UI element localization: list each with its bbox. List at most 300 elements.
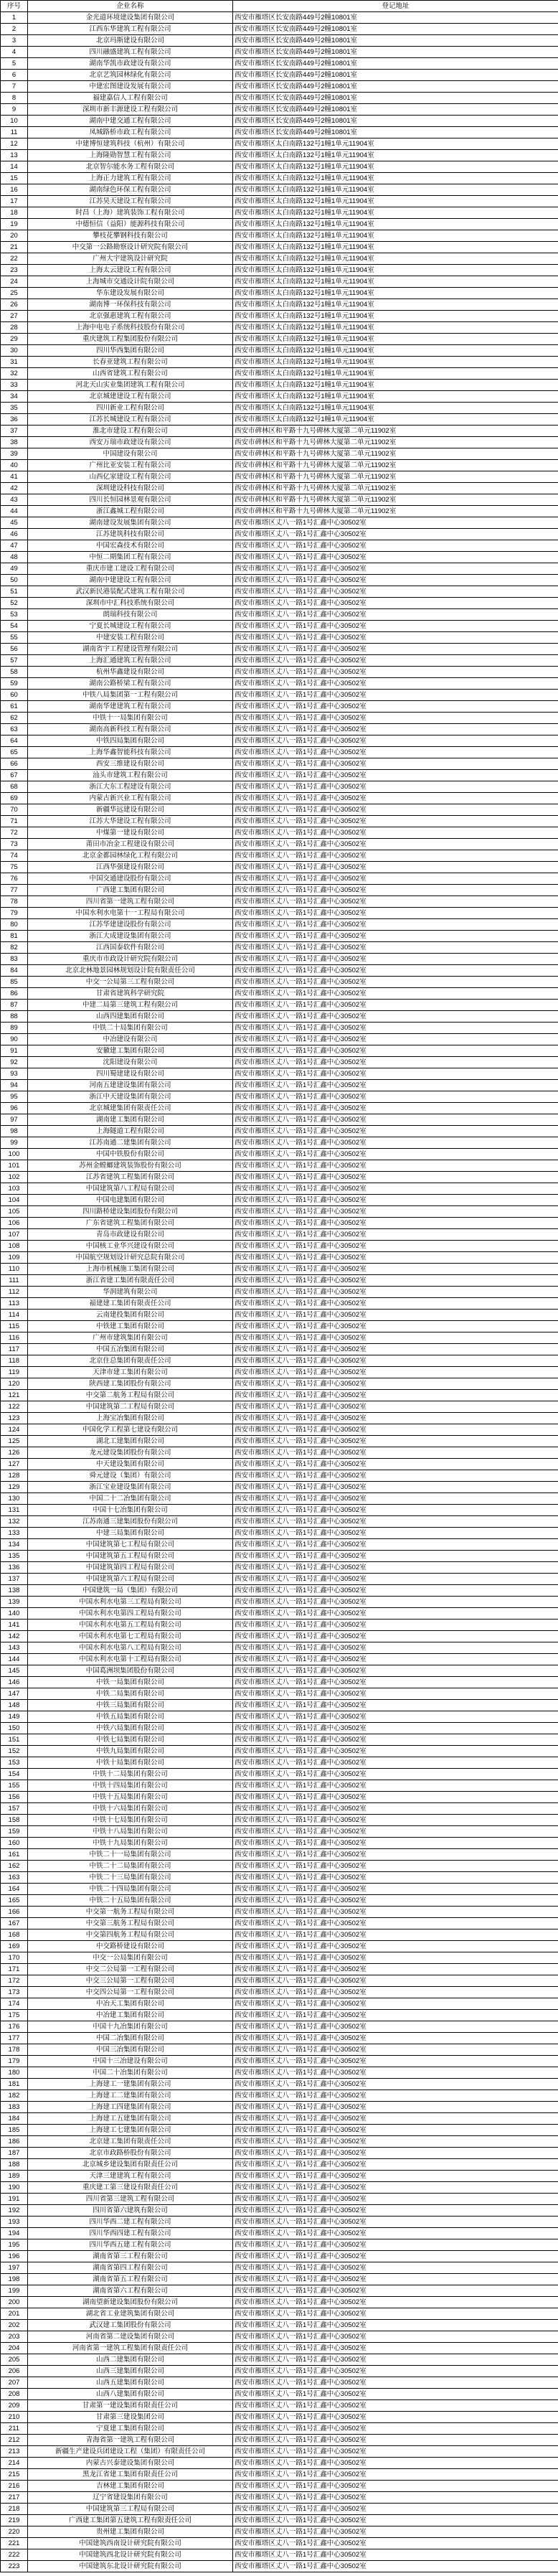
registered-address: 西安市雁塔区丈八一路1号汇鑫中心30502室: [233, 2504, 558, 2515]
registered-address: 西安市雁塔区丈八一路1号汇鑫中心30502室: [233, 1803, 558, 1815]
table-row: [1, 781, 558, 793]
table-row: [1, 173, 558, 184]
table-row: [1, 1436, 558, 1447]
table-row: [1, 1378, 558, 1390]
row-index: 41: [1, 471, 28, 483]
row-index: 201: [1, 2308, 28, 2320]
table-row: [1, 1861, 558, 1872]
company-name: 四川华西五建工程有限公司: [28, 2239, 233, 2251]
table-row: [1, 747, 558, 758]
registered-address: 西安市雁塔区丈八一路1号汇鑫中心30502室: [233, 1045, 558, 1057]
registered-address: 西安市雁塔区太白南路132号1幢1单元11904室: [233, 184, 558, 196]
registered-address: 西安市雁塔区长安南路449号2幢10801室: [233, 35, 558, 47]
table-row: [1, 1355, 558, 1367]
company-name: 莆田市冶金工程建设有限公司: [28, 839, 233, 850]
company-name: 北京智尔能水务工程有限公司: [28, 161, 233, 173]
row-index: 20: [1, 230, 28, 242]
table-row: [1, 827, 558, 839]
table-row: [1, 1838, 558, 1849]
row-index: 187: [1, 2148, 28, 2159]
company-name: 北京建工集团有限责任公司: [28, 2136, 233, 2148]
company-name: 金光道环境建设集团有限公司: [28, 12, 233, 24]
company-name: 中冶天工集团有限公司: [28, 1998, 233, 2010]
table-row: [1, 1241, 558, 1252]
registered-address: 西安市雁塔区太白南路132号1幢1单元11904室: [233, 173, 558, 184]
registered-address: 西安市雁塔区太白南路132号1幢1单元11904室: [233, 276, 558, 288]
registered-address: 西安市雁塔区丈八一路1号汇鑫中心30502室: [233, 1114, 558, 1126]
company-name: 中铁二局集团有限公司: [28, 1688, 233, 1700]
registered-address: 西安市雁塔区丈八一路1号汇鑫中心30502室: [233, 644, 558, 655]
row-index: 195: [1, 2239, 28, 2251]
table-row: [1, 563, 558, 575]
row-index: 139: [1, 1597, 28, 1608]
row-index: 214: [1, 2458, 28, 2469]
company-name: 中国建筑西北设计研究院有限公司: [28, 2549, 233, 2561]
row-index: 21: [1, 242, 28, 253]
row-index: 76: [1, 873, 28, 885]
table-row: [1, 1528, 558, 1539]
company-name: 深圳建设科技有限公司: [28, 483, 233, 494]
table-row: [1, 1987, 558, 1998]
row-index: 210: [1, 2412, 28, 2423]
table-row: [1, 1815, 558, 1826]
table-row: [1, 977, 558, 988]
company-name: 中铁十四局集团有限公司: [28, 1780, 233, 1792]
table-row: [1, 919, 558, 931]
company-name: 重庆市建工建设工程有限公司: [28, 563, 233, 575]
row-index: 181: [1, 2079, 28, 2090]
company-name: 北京城乡建设集团有限责任公司: [28, 2159, 233, 2171]
registered-address: 西安市雁塔区丈八一路1号汇鑫中心30502室: [233, 827, 558, 839]
table-row: [1, 2090, 558, 2102]
registered-address: 西安市雁塔区丈八一路1号汇鑫中心30502室: [233, 873, 558, 885]
company-name: 中建博恒建筑科技（杭州）有限公司: [28, 138, 233, 150]
row-index: 58: [1, 667, 28, 678]
registered-address: 西安市雁塔区丈八一路1号汇鑫中心30502室: [233, 2366, 558, 2377]
company-name: 内蒙古兴泰建设集团有限公司: [28, 2458, 233, 2469]
company-name: 上海汇通建筑工程有限公司: [28, 655, 233, 667]
company-name: 上海中电电子系统科技股份有限公司: [28, 322, 233, 334]
row-index: 123: [1, 1413, 28, 1424]
row-index: 199: [1, 2285, 28, 2297]
registered-address: 西安市雁塔区长安南路449号2幢10801室: [233, 58, 558, 70]
company-name: 江苏南通三建集团股份有限公司: [28, 1516, 233, 1528]
registered-address: 西安市雁塔区太白南路132号1幢1单元11904室: [233, 380, 558, 391]
registered-address: 西安市雁塔区丈八一路1号汇鑫中心30502室: [233, 1482, 558, 1493]
table-row: [1, 414, 558, 426]
registered-address: 西安市雁塔区丈八一路1号汇鑫中心30502室: [233, 1700, 558, 1711]
registered-address: 西安市雁塔区丈八一路1号汇鑫中心30502室: [233, 781, 558, 793]
registered-address: 西安市雁塔区太白南路132号1幢1单元11904室: [233, 299, 558, 311]
company-name: 中天建设集团有限公司: [28, 1459, 233, 1470]
table-row: [1, 1723, 558, 1734]
company-name: 中恒二期集团工程有限公司: [28, 552, 233, 563]
table-row: [1, 678, 558, 690]
registered-address: 西安市雁塔区丈八一路1号汇鑫中心30502室: [233, 2148, 558, 2159]
registered-address: 西安市雁塔区丈八一路1号汇鑫中心30502室: [233, 2297, 558, 2308]
table-row: [1, 219, 558, 230]
company-name: 湖北工建集团有限公司: [28, 1436, 233, 1447]
row-index: 151: [1, 1734, 28, 1746]
table-row: [1, 1034, 558, 1045]
company-name: 淮北市建设工程有限公司: [28, 426, 233, 437]
company-name: 上海市机械施工集团有限公司: [28, 1264, 233, 1275]
row-index: 67: [1, 770, 28, 781]
registered-address: 西安市雁塔区丈八一路1号汇鑫中心30502室: [233, 1711, 558, 1723]
table-row: [1, 1929, 558, 1941]
table-row: [1, 1597, 558, 1608]
registered-address: 西安市雁塔区丈八一路1号汇鑫中心30502室: [233, 2492, 558, 2504]
registered-address: 西安市雁塔区丈八一路1号汇鑫中心30502室: [233, 1998, 558, 2010]
registered-address: 西安市雁塔区丈八一路1号汇鑫中心30502室: [233, 2549, 558, 2561]
company-name: 甘肃第三建设集团公司: [28, 2412, 233, 2423]
row-index: 12: [1, 138, 28, 150]
registered-address: 西安市雁塔区丈八一路1号汇鑫中心30502室: [233, 575, 558, 586]
registered-address: 西安市雁塔区长安南路449号2幢10801室: [233, 47, 558, 58]
row-index: 55: [1, 632, 28, 644]
company-name: 北京市政路桥股份有限公司: [28, 2148, 233, 2159]
registered-address: 西安市雁塔区长安南路449号2幢10801室: [233, 127, 558, 138]
row-index: 85: [1, 977, 28, 988]
registered-address: 西安市雁塔区丈八一路1号汇鑫中心30502室: [233, 1424, 558, 1436]
registered-address: 西安市雁塔区丈八一路1号汇鑫中心30502室: [233, 2515, 558, 2526]
row-index: 69: [1, 793, 28, 804]
row-index: 34: [1, 391, 28, 403]
company-name: 凤城路桥市政工程有限公司: [28, 127, 233, 138]
company-name: 中国二冶集团有限公司: [28, 2033, 233, 2044]
registered-address: 西安市雁塔区丈八一路1号汇鑫中心30502室: [233, 1275, 558, 1287]
row-index: 127: [1, 1459, 28, 1470]
company-name: 上海正力建筑工程有限公司: [28, 173, 233, 184]
company-name: 中铁十七局集团有限公司: [28, 1815, 233, 1826]
row-index: 29: [1, 334, 28, 345]
table-row: [1, 1137, 558, 1149]
row-index: 5: [1, 58, 28, 70]
row-index: 131: [1, 1505, 28, 1516]
registered-address: 西安市雁塔区丈八一路1号汇鑫中心30502室: [233, 1195, 558, 1206]
company-name: 上海建工五建集团有限公司: [28, 2113, 233, 2125]
registered-address: 西安市雁塔区丈八一路1号汇鑫中心30502室: [233, 839, 558, 850]
registered-address: 西安市雁塔区丈八一路1号汇鑫中心30502室: [233, 931, 558, 942]
table-row: [1, 1057, 558, 1068]
table-row: [1, 2515, 558, 2526]
row-index: 105: [1, 1206, 28, 1218]
table-row: [1, 1149, 558, 1160]
table-row: [1, 334, 558, 345]
registered-address: 西安市雁塔区丈八一路1号汇鑫中心30502室: [233, 1321, 558, 1332]
company-name: 中交第四航务工程局有限公司: [28, 1929, 233, 1941]
table-row: [1, 1390, 558, 1401]
row-index: 79: [1, 908, 28, 919]
registered-address: 西安市雁塔区丈八一路1号汇鑫中心30502室: [233, 1631, 558, 1642]
company-name: 上海太云建设工程有限公司: [28, 265, 233, 276]
company-name: 上海建工二建集团有限公司: [28, 2090, 233, 2102]
table-row: [1, 667, 558, 678]
table-row: [1, 368, 558, 380]
table-row: [1, 540, 558, 552]
row-index: 37: [1, 426, 28, 437]
row-index: 98: [1, 1126, 28, 1137]
company-name: 上海隆勋智慧工程有限公司: [28, 150, 233, 161]
row-index: 119: [1, 1367, 28, 1378]
company-name: 江苏华建建设股份有限公司: [28, 919, 233, 931]
table-row: [1, 1493, 558, 1505]
company-name: 新疆华远建设有限公司: [28, 804, 233, 816]
company-name: 陕西建工集团股份有限公司: [28, 1378, 233, 1390]
company-name: 重庆建工第三建设有限责任公司: [28, 2182, 233, 2194]
registered-address: 西安市雁塔区丈八一路1号汇鑫中心30502室: [233, 2308, 558, 2320]
row-index: 114: [1, 1310, 28, 1321]
company-name: 中建二局第三建筑工程有限公司: [28, 1000, 233, 1011]
registered-address: 西安市雁塔区丈八一路1号汇鑫中心30502室: [233, 2320, 558, 2331]
registered-address: 西安市雁塔区长安南路449号2幢10801室: [233, 116, 558, 127]
company-name: 中交二公局第一工程有限公司: [28, 1964, 233, 1975]
company-name: 广州大宇建筑设计研究院: [28, 253, 233, 265]
row-index: 90: [1, 1034, 28, 1045]
company-name: 中铁二十局集团有限公司: [28, 1023, 233, 1034]
row-index: 111: [1, 1275, 28, 1287]
company-name: 河南省第一建筑工程集团有限责任公司: [28, 2343, 233, 2354]
table-row: [1, 1183, 558, 1195]
company-name: 上海建工四建集团有限公司: [28, 2102, 233, 2113]
row-index: 202: [1, 2320, 28, 2331]
company-name: 江苏长城建设工程有限公司: [28, 414, 233, 426]
row-index: 133: [1, 1528, 28, 1539]
registered-address: 西安市雁塔区丈八一路1号汇鑫中心30502室: [233, 2239, 558, 2251]
table-row: [1, 357, 558, 368]
registered-address: 西安市雁塔区丈八一路1号汇鑫中心30502室: [233, 1734, 558, 1746]
company-name: 甘肃省建筑科学研究院: [28, 988, 233, 1000]
table-row: [1, 2526, 558, 2538]
row-index: 159: [1, 1826, 28, 1838]
registered-address: 西安市雁塔区丈八一路1号汇鑫中心30502室: [233, 1298, 558, 1310]
table-row: [1, 586, 558, 598]
company-name: 湖南省第三工程有限公司: [28, 2251, 233, 2262]
table-row: [1, 942, 558, 954]
table-row: [1, 1665, 558, 1677]
table-row: [1, 735, 558, 747]
row-index: 15: [1, 173, 28, 184]
registered-address: 西安市雁塔区丈八一路1号汇鑫中心30502室: [233, 517, 558, 529]
company-name: 朗瑞科技有限公司: [28, 609, 233, 621]
company-name: 中国十三冶建设有限公司: [28, 2056, 233, 2067]
table-row: [1, 1367, 558, 1378]
table-row: [1, 2228, 558, 2239]
table-row: [1, 1711, 558, 1723]
registered-address: 西安市雁塔区丈八一路1号汇鑫中心30502室: [233, 2435, 558, 2446]
table-row: [1, 2320, 558, 2331]
company-name: 中国水利水电第三工程局有限公司: [28, 1597, 233, 1608]
company-name: 四川蜀建建设有限公司: [28, 1068, 233, 1080]
table-row: [1, 104, 558, 116]
company-name: 广西建工集团第五建筑工程有限责任公司: [28, 2515, 233, 2526]
row-index: 120: [1, 1378, 28, 1390]
row-index: 28: [1, 322, 28, 334]
company-name: 浙江省建工集团有限责任公司: [28, 1275, 233, 1287]
table-row: [1, 2354, 558, 2366]
company-name: 中铁十八局集团有限公司: [28, 1826, 233, 1838]
table-row: [1, 403, 558, 414]
registered-address: 西安市雁塔区丈八一路1号汇鑫中心30502室: [233, 2171, 558, 2182]
table-row: [1, 1631, 558, 1642]
row-index: 110: [1, 1264, 28, 1275]
registered-address: 西安市雁塔区丈八一路1号汇鑫中心30502室: [233, 1849, 558, 1861]
row-index: 6: [1, 70, 28, 81]
table-row: [1, 1195, 558, 1206]
table-row: [1, 724, 558, 735]
company-name: 江苏昊天建设工程有限公司: [28, 196, 233, 207]
registered-address: 西安市雁塔区太白南路132号1幢1单元11904室: [233, 345, 558, 357]
row-index: 223: [1, 2561, 28, 2572]
registered-address: 西安市雁塔区太白南路132号1幢1单元11904室: [233, 414, 558, 426]
row-index: 205: [1, 2354, 28, 2366]
company-name: 四川省第六建筑有限公司: [28, 2205, 233, 2217]
registered-address: 西安市雁塔区丈八一路1号汇鑫中心30502室: [233, 632, 558, 644]
company-name: 北京艺筑园林绿化有限公司: [28, 70, 233, 81]
registered-address: 西安市雁塔区丈八一路1号汇鑫中心30502室: [233, 1241, 558, 1252]
company-name: 中国三冶集团有限公司: [28, 2044, 233, 2056]
table-row: [1, 1907, 558, 1918]
table-row: [1, 2010, 558, 2021]
table-row: [1, 839, 558, 850]
row-index: 97: [1, 1114, 28, 1126]
table-row: [1, 1884, 558, 1895]
table-row: [1, 2492, 558, 2504]
company-name: 宁夏长城建设工程有限公司: [28, 621, 233, 632]
table-row: [1, 1620, 558, 1631]
row-index: 43: [1, 494, 28, 506]
company-name: 中铁十局集团有限公司: [28, 1757, 233, 1769]
table-row: [1, 1126, 558, 1137]
table-row: [1, 1539, 558, 1551]
company-name: 湖南中建建设工程有限公司: [28, 575, 233, 586]
table-row: [1, 207, 558, 219]
registered-address: 西安市雁塔区丈八一路1号汇鑫中心30502室: [233, 2067, 558, 2079]
registered-address: 西安市雁塔区丈八一路1号汇鑫中心30502室: [233, 747, 558, 758]
registered-address: 西安市雁塔区丈八一路1号汇鑫中心30502室: [233, 1332, 558, 1344]
company-name: 山西四建集团有限公司: [28, 1011, 233, 1023]
registered-address: 西安市雁塔区丈八一路1号汇鑫中心30502室: [233, 2423, 558, 2435]
row-index: 138: [1, 1585, 28, 1597]
row-index: 109: [1, 1252, 28, 1264]
registered-address: 西安市碑林区和平路十九号碑林大厦第二单元11902室: [233, 471, 558, 483]
registered-address: 西安市雁塔区太白南路132号1幢1单元11904室: [233, 219, 558, 230]
registered-address: 西安市雁塔区丈八一路1号汇鑫中心30502室: [233, 1688, 558, 1700]
row-index: 8: [1, 93, 28, 104]
registered-address: 西安市雁塔区丈八一路1号汇鑫中心30502室: [233, 724, 558, 735]
row-index: 166: [1, 1907, 28, 1918]
registered-address: 西安市雁塔区丈八一路1号汇鑫中心30502室: [233, 1723, 558, 1734]
registered-address: 西安市雁塔区太白南路132号1幢1单元11904室: [233, 334, 558, 345]
registered-address: 西安市雁塔区太白南路132号1幢1单元11904室: [233, 196, 558, 207]
company-name: 中国交通建设股份有限公司: [28, 873, 233, 885]
row-index: 83: [1, 954, 28, 965]
table-row: [1, 1872, 558, 1884]
registered-address: 西安市雁塔区丈八一路1号汇鑫中心30502室: [233, 1872, 558, 1884]
company-name: 辽宁省建设集团有限公司: [28, 2492, 233, 2504]
company-name: 广西建工集团有限公司: [28, 885, 233, 896]
table-row: [1, 2481, 558, 2492]
table-row: [1, 1459, 558, 1470]
row-index: 191: [1, 2194, 28, 2205]
table-row: [1, 345, 558, 357]
table-row: [1, 1321, 558, 1332]
registered-address: 西安市雁塔区丈八一路1号汇鑫中心30502室: [233, 1367, 558, 1378]
table-row: [1, 1746, 558, 1757]
company-name: 汕头市建筑工程有限公司: [28, 770, 233, 781]
table-row: [1, 2182, 558, 2194]
company-name: 山西省建筑工程有限公司: [28, 368, 233, 380]
table-row: [1, 2297, 558, 2308]
table-row: [1, 1068, 558, 1080]
row-index: 47: [1, 540, 28, 552]
company-name: 中铁建工集团有限公司: [28, 1321, 233, 1332]
row-index: 36: [1, 414, 28, 426]
table-row: [1, 908, 558, 919]
row-index: 125: [1, 1436, 28, 1447]
registered-address: 西安市雁塔区丈八一路1号汇鑫中心30502室: [233, 2136, 558, 2148]
company-name: 苏州金螳螂建筑装饰股份有限公司: [28, 1160, 233, 1172]
company-name: 中建三局集团有限公司: [28, 1528, 233, 1539]
table-row: [1, 758, 558, 770]
row-index: 60: [1, 690, 28, 701]
company-name: 中国建筑第八工程局有限公司: [28, 1183, 233, 1195]
company-name: 湖南建工集团有限公司: [28, 1114, 233, 1126]
table-row: [1, 1218, 558, 1229]
company-name: 山西亿家建设工程有限公司: [28, 471, 233, 483]
registered-address: 西安市碑林区和平路十九号碑林大厦第二单元11902室: [233, 494, 558, 506]
header-row: [1, 1, 558, 12]
row-index: 72: [1, 827, 28, 839]
table-row: [1, 931, 558, 942]
table-row: [1, 2044, 558, 2056]
table-row: [1, 2504, 558, 2515]
company-name: 湖南高新科技工程有限公司: [28, 724, 233, 735]
table-row: [1, 1688, 558, 1700]
table-row: [1, 644, 558, 655]
company-name: 广州市建筑集团有限公司: [28, 1332, 233, 1344]
table-row: [1, 1757, 558, 1769]
registered-address: 西安市雁塔区丈八一路1号汇鑫中心30502室: [233, 804, 558, 816]
row-index: 32: [1, 368, 28, 380]
registered-address: 西安市碑林区和平路十九号碑林大厦第二单元11902室: [233, 460, 558, 471]
table-row: [1, 426, 558, 437]
row-index: 185: [1, 2125, 28, 2136]
table-row: [1, 2377, 558, 2389]
table-row: [1, 793, 558, 804]
registered-address: 西安市雁塔区太白南路132号1幢1单元11904室: [233, 403, 558, 414]
registered-address: 西安市雁塔区丈八一路1号汇鑫中心30502室: [233, 563, 558, 575]
registered-address: 西安市雁塔区丈八一路1号汇鑫中心30502室: [233, 2125, 558, 2136]
company-name: 中铁八局集团第一工程有限公司: [28, 690, 233, 701]
row-index: 180: [1, 2067, 28, 2079]
registered-address: 西安市雁塔区丈八一路1号汇鑫中心30502室: [233, 1815, 558, 1826]
table-row: [1, 1172, 558, 1183]
registered-address: 西安市雁塔区丈八一路1号汇鑫中心30502室: [233, 1310, 558, 1321]
company-name: 中国建设有限公司: [28, 448, 233, 460]
registered-address: 西安市雁塔区丈八一路1号汇鑫中心30502室: [233, 1057, 558, 1068]
company-name: 北京城建建设工程有限公司: [28, 391, 233, 403]
row-index: 198: [1, 2274, 28, 2285]
row-index: 22: [1, 253, 28, 265]
table-row: [1, 1091, 558, 1103]
table-row: [1, 965, 558, 977]
company-name: 深圳市新丰源建设工程有限公司: [28, 104, 233, 116]
row-index: 18: [1, 207, 28, 219]
company-name: 湖南望新建设集团股份有限公司: [28, 2297, 233, 2308]
table-row: [1, 1952, 558, 1964]
registered-address: 西安市雁塔区丈八一路1号汇鑫中心30502室: [233, 1264, 558, 1275]
